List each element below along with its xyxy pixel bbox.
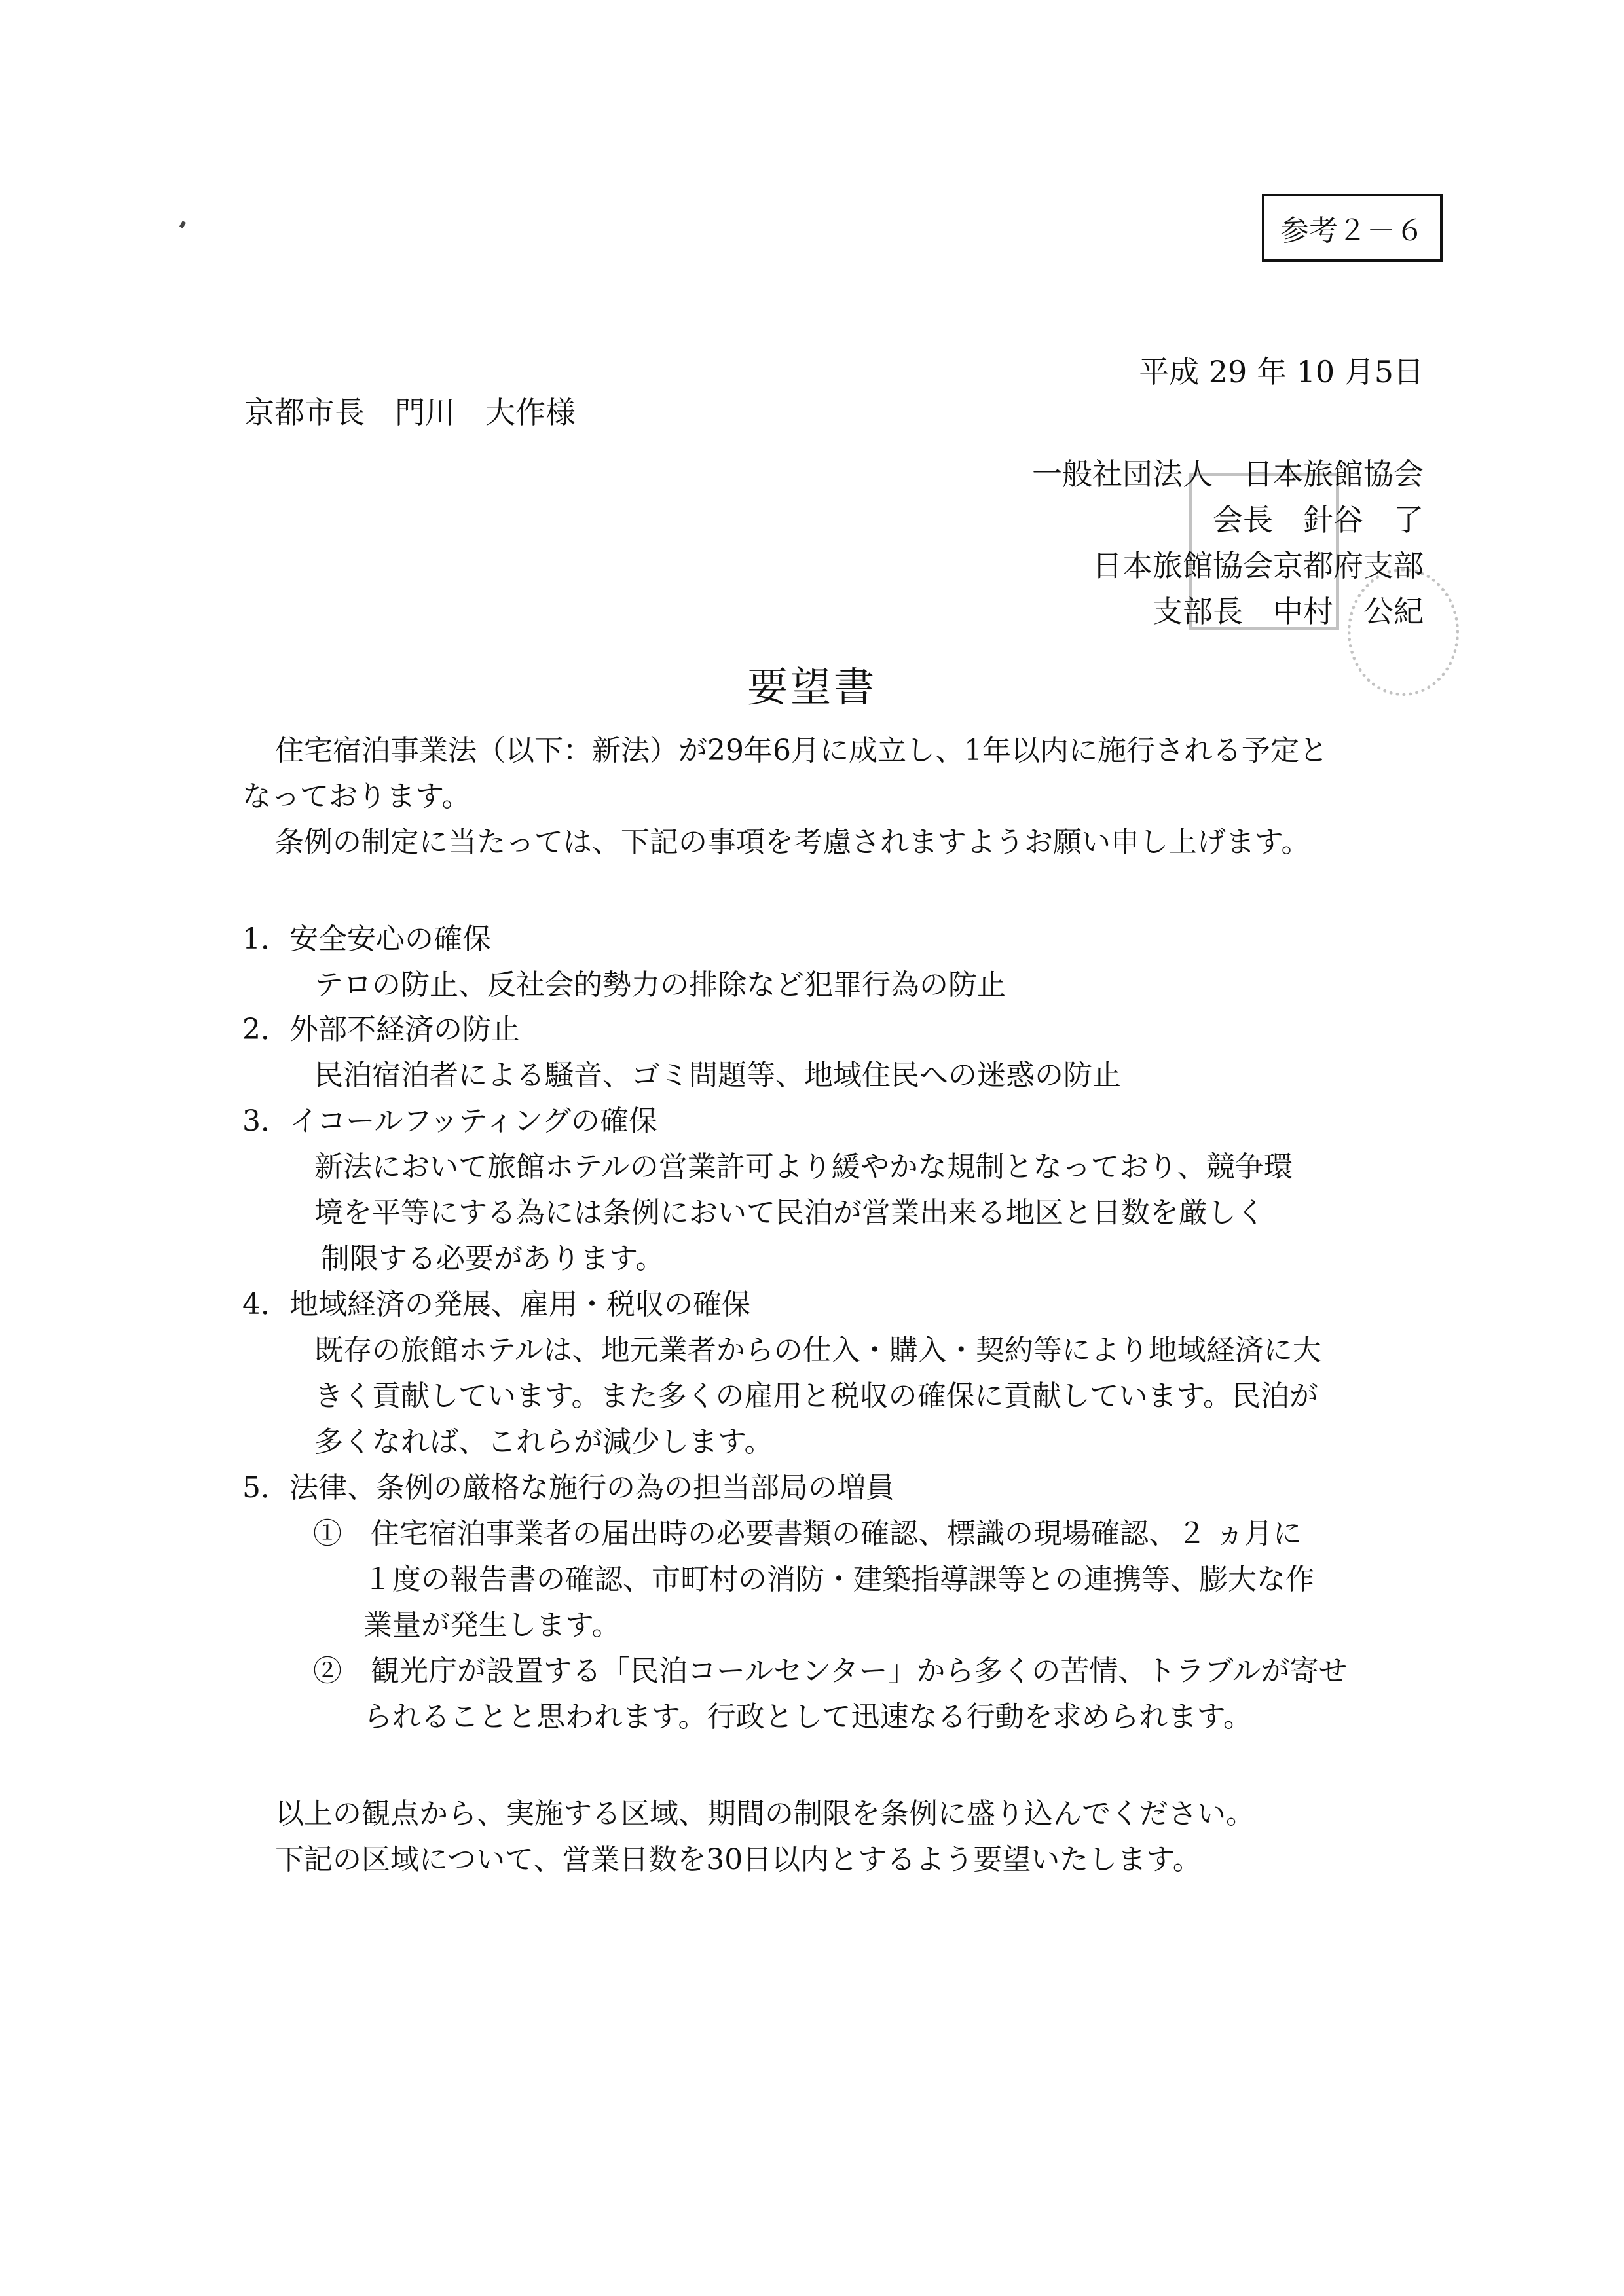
item-4-line-3: 多くなれば、これらが減少します。: [314, 1425, 773, 1459]
intro-line-3: 条例の制定に当たっては、下記の事項を考慮されますようお願い申し上げます。: [275, 826, 1310, 859]
item-4-line-1: 既存の旅館ホテルは、地元業者からの仕入・購入・契約等により地域経済に大: [314, 1334, 1321, 1367]
addressee: 京都市長 門川 大作様: [244, 395, 576, 430]
item-2-line-1: 民泊宿泊者による騒音、ゴミ問題等、地域住民への迷惑の防止: [314, 1059, 1121, 1092]
intro-line-1: 住宅宿泊事業法（以下：新法）が29年6月に成立し、1年以内に施行される予定と: [275, 734, 1328, 767]
item-5-sub-1-line-3: 業量が発生します。: [363, 1609, 621, 1642]
item-3-heading: 3．イコールフッティングの確保: [242, 1104, 657, 1138]
sender-president: 会長 針谷 了: [1213, 502, 1424, 538]
item-3-line-2: 境を平等にする為には条例において民泊が営業出来る地区と日数を厳しく: [314, 1196, 1265, 1230]
reference-label-box: [1262, 194, 1443, 262]
item-3-line-1: 新法において旅館ホテルの営業許可より緩やかな規制となっており、競争環: [314, 1150, 1293, 1184]
item-5-sub-2-line-2: られることと思われます。行政として迅速なる行動を求められます。: [363, 1700, 1252, 1734]
item-5-sub-1-line-2: １度の報告書の確認、市町村の消防・建築指導課等との連携等、膨大な作: [363, 1563, 1314, 1596]
closing-line-1: 以上の観点から、実施する区域、期間の制限を条例に盛り込んでください。: [275, 1797, 1255, 1831]
item-2-heading: 2．外部不経済の防止: [242, 1013, 520, 1046]
item-5-sub-1-line-1: ① 住宅宿泊事業者の届出時の必要書類の確認、標識の現場確認、２ ヵ月に: [313, 1517, 1302, 1550]
scan-speck: [179, 221, 186, 228]
intro-line-2: なっております。: [242, 780, 471, 813]
item-1-heading: 1．安全安心の確保: [242, 922, 491, 956]
document-date: 平成 29 年 10 月5日: [1139, 354, 1424, 390]
item-4-heading: 4．地域経済の発展、雇用・税収の確保: [242, 1288, 750, 1321]
item-5-heading: 5．法律、条例の厳格な施行の為の担当部局の増員: [242, 1471, 895, 1504]
document-title: 要望書: [747, 663, 877, 711]
reference-label: 参考２－６: [1280, 214, 1424, 247]
sender-branch-head: 支部長 中村 公紀: [1153, 594, 1424, 629]
sender-organization: 一般社団法人 日本旅館協会: [1032, 456, 1424, 492]
item-1-line-1: テロの防止、反社会的勢力の排除など犯罪行為の防止: [314, 968, 1006, 1002]
closing-line-2: 下記の区域について、営業日数を30日以内とするよう要望いたします。: [275, 1843, 1202, 1876]
item-5-sub-2-line-1: ② 観光庁が設置する「民泊コールセンター」から多くの苦情、トラブルが寄せ: [313, 1654, 1348, 1688]
item-3-line-3: 制限する必要があります。: [321, 1242, 665, 1275]
item-4-line-2: きく貢献しています。また多くの雇用と税収の確保に貢献しています。民泊が: [314, 1379, 1318, 1413]
sender-branch: 日本旅館協会京都府支部: [1092, 548, 1424, 583]
